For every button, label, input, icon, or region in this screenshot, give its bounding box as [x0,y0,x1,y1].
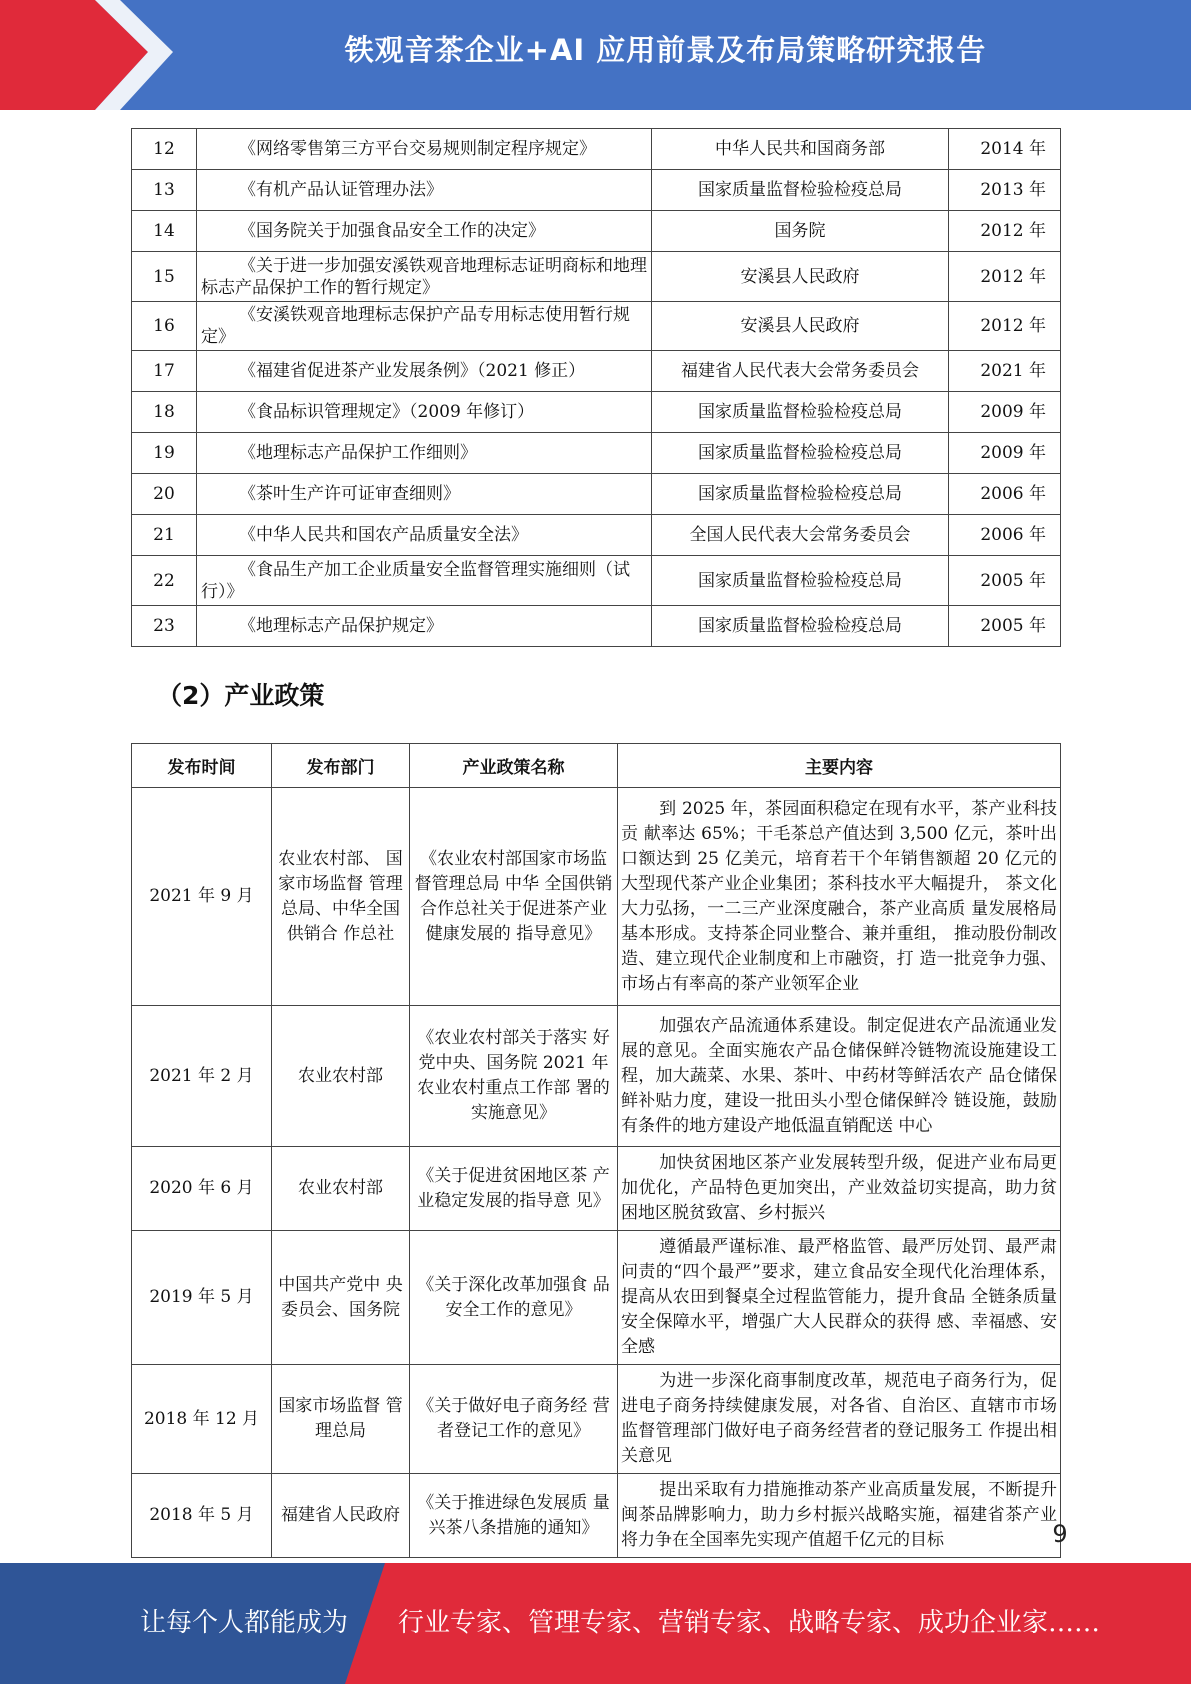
regulation-name: 《地理标志产品保护工作细则》 [197,433,652,474]
policy-department: 农业农村部 [272,1006,410,1147]
table-row [132,302,1061,351]
issuing-department: 国家质量监督检验检疫总局 [652,392,949,433]
policy-date: 2018 年 12 月 [132,1365,272,1474]
policy-date: 2019 年 5 月 [132,1231,272,1365]
row-number: 21 [132,515,197,556]
policy-department: 农业农村部 [272,1147,410,1231]
regulation-name: 《国务院关于加强食品安全工作的决定》 [197,211,652,252]
policy-department: 国家市场监督 管理总局 [272,1365,410,1474]
row-number: 15 [132,252,197,302]
header-department: 发布部门 [272,744,410,788]
table-row [132,351,1061,392]
header-policy-name: 产业政策名称 [410,744,618,788]
table-row [132,1231,1061,1365]
policy-name: 《关于促进贫困地区茶 产业稳定发展的指导意 见》 [410,1147,618,1231]
table-row [132,392,1061,433]
issuing-department: 国家质量监督检验检疫总局 [652,433,949,474]
regulation-name: 《茶叶生产许可证审查细则》 [197,474,652,515]
footer-slogan-left: 让每个人都能成为 [140,1608,349,1638]
issuing-department: 国家质量监督检验检疫总局 [652,474,949,515]
footer-slogan-right: 行业专家、管理专家、营销专家、战略专家、成功企业家…… [398,1608,1101,1638]
industrial-policy-table [131,743,1061,1558]
policy-name: 《农业农村部国家市场监督管理总局 中华 全国供销合作总社关于促进茶产业健康发展的 指导意见》 [410,788,618,1006]
header-date: 发布时间 [132,744,272,788]
issue-year: 2012 年 [949,302,1061,351]
regulation-name: 《食品标识管理规定》（2009 年修订） [197,392,652,433]
table-header-row [132,744,1061,788]
table-row [132,606,1061,647]
policy-department: 福建省人民政府 [272,1474,410,1558]
row-number: 22 [132,556,197,606]
policy-name: 《农业农村部关于落实 好党中央、国务院 2021 年农业农村重点工作部 署的实施意见》 [410,1006,618,1147]
table-row [132,556,1061,606]
row-number: 19 [132,433,197,474]
issue-year: 2021 年 [949,351,1061,392]
regulation-name: 《地理标志产品保护规定》 [197,606,652,647]
policy-name: 《关于做好电子商务经 营者登记工作的意见》 [410,1365,618,1474]
page-header [0,0,1191,110]
row-number: 13 [132,170,197,211]
policy-content: 加快贫困地区茶产业发展转型升级，促进产业布局更 加优化，产品特色更加突出，产业效益切实提高，助力贫困地区脱贫致富、乡村振兴 [618,1147,1061,1231]
policy-date: 2021 年 9 月 [132,788,272,1006]
issue-year: 2005 年 [949,556,1061,606]
page-footer [0,1563,1191,1684]
table-row [132,474,1061,515]
regulation-name: 《福建省促进茶产业发展条例》（2021 修正） [197,351,652,392]
issuing-department: 安溪县人民政府 [652,252,949,302]
row-number: 18 [132,392,197,433]
table-row [132,788,1061,1006]
table-row [132,129,1061,170]
policy-content: 为进一步深化商事制度改革，规范电子商务行为，促 进电子商务持续健康发展，对各省、自治区、直辖市市场监督管理部门做好电子商务经营者的登记服务工 作提出相关意见 [618,1365,1061,1474]
issuing-department: 全国人民代表大会常务委员会 [652,515,949,556]
policy-content: 加强农产品流通体系建设。制定促进农产品流通业发 展的意见。全面实施农产品仓储保鲜冷链物流设施建设工程，加大蔬菜、水果、茶叶、中药材等鲜活农产 品仓储保鲜补贴力度，建设一批田头小型仓储保鲜冷 链设施，鼓励有条件的地方建设产地低温直销配送 中心 [618,1006,1061,1147]
regulation-name: 《有机产品认证管理办法》 [197,170,652,211]
table-row [132,1474,1061,1558]
policy-name: 《关于推进绿色发展质 量兴茶八条措施的通知》 [410,1474,618,1558]
regulations-table [131,128,1061,647]
row-number: 20 [132,474,197,515]
policy-content: 提出采取有力措施推动茶产业高质量发展，不断提升 闽茶品牌影响力，助力乡村振兴战略实施，福建省茶产业将力争在全国率先实现产值超千亿元的目标 [618,1474,1061,1558]
regulation-name: 《安溪铁观音地理标志保护产品专用标志使用暂行规定》 [197,302,652,351]
issue-year: 2012 年 [949,211,1061,252]
header-content: 主要内容 [618,744,1061,788]
policy-department: 农业农村部、 国家市场监督 管理总局、中华全国供销合 作总社 [272,788,410,1006]
table-row [132,252,1061,302]
issuing-department: 中华人民共和国商务部 [652,129,949,170]
row-number: 14 [132,211,197,252]
regulation-name: 《网络零售第三方平台交易规则制定程序规定》 [197,129,652,170]
issue-year: 2009 年 [949,433,1061,474]
policy-date: 2021 年 2 月 [132,1006,272,1147]
table-row [132,170,1061,211]
issue-year: 2009 年 [949,392,1061,433]
section-heading: （2）产业政策 [157,681,325,710]
row-number: 23 [132,606,197,647]
table-row [132,211,1061,252]
policy-date: 2018 年 5 月 [132,1474,272,1558]
issuing-department: 国务院 [652,211,949,252]
issuing-department: 国家质量监督检验检疫总局 [652,556,949,606]
row-number: 17 [132,351,197,392]
issuing-department: 安溪县人民政府 [652,302,949,351]
row-number: 16 [132,302,197,351]
issue-year: 2014 年 [949,129,1061,170]
policy-name: 《关于深化改革加强食 品安全工作的意见》 [410,1231,618,1365]
policy-content: 到 2025 年，茶园面积稳定在现有水平，茶产业科技贡 献率达 65%；干毛茶总产值达到 3,500 亿元，茶叶出口额达到 25 亿美元，培育若干个年销售额超 20 亿元的大型现代茶产业企业集团；茶科技水平大幅提升， 茶文化大力弘扬，一二三产业深度融合，茶产业高质 量发展格局基本形成。支持茶企同业整合、兼并重组， 推动股份制改造、建立现代企业制度和上市融资，打 造一批竞争力强、市场占有率高的茶产业领军企业 [618,788,1061,1006]
table-row [132,515,1061,556]
regulation-name: 《中华人民共和国农产品质量安全法》 [197,515,652,556]
policy-date: 2020 年 6 月 [132,1147,272,1231]
table-row [132,433,1061,474]
table-row [132,1006,1061,1147]
table-row [132,1147,1061,1231]
issuing-department: 国家质量监督检验检疫总局 [652,170,949,211]
issue-year: 2012 年 [949,252,1061,302]
regulation-name: 《食品生产加工企业质量安全监督管理实施细则（试行）》 [197,556,652,606]
regulation-name: 《关于进一步加强安溪铁观音地理标志证明商标和地理 标志产品保护工作的暂行规定》 [197,252,652,302]
policy-department: 中国共产党中 央委员会、国务院 [272,1231,410,1365]
issue-year: 2013 年 [949,170,1061,211]
issue-year: 2005 年 [949,606,1061,647]
issue-year: 2006 年 [949,474,1061,515]
issuing-department: 国家质量监督检验检疫总局 [652,606,949,647]
issuing-department: 福建省人民代表大会常务委员会 [652,351,949,392]
table-row [132,1365,1061,1474]
page-number: 9 [1052,1520,1068,1548]
issue-year: 2006 年 [949,515,1061,556]
policy-content: 遵循最严谨标准、最严格监管、最严厉处罚、最严肃 问责的“四个最严”要求，建立食品安全现代化治理体系，提高从农田到餐桌全过程监管能力，提升食品 全链条质量安全保障水平，增强广大人民群众的获得 感、幸福感、安全感 [618,1231,1061,1365]
row-number: 12 [132,129,197,170]
report-title: 铁观音茶企业+AI 应用前景及布局策略研究报告 [344,33,987,67]
